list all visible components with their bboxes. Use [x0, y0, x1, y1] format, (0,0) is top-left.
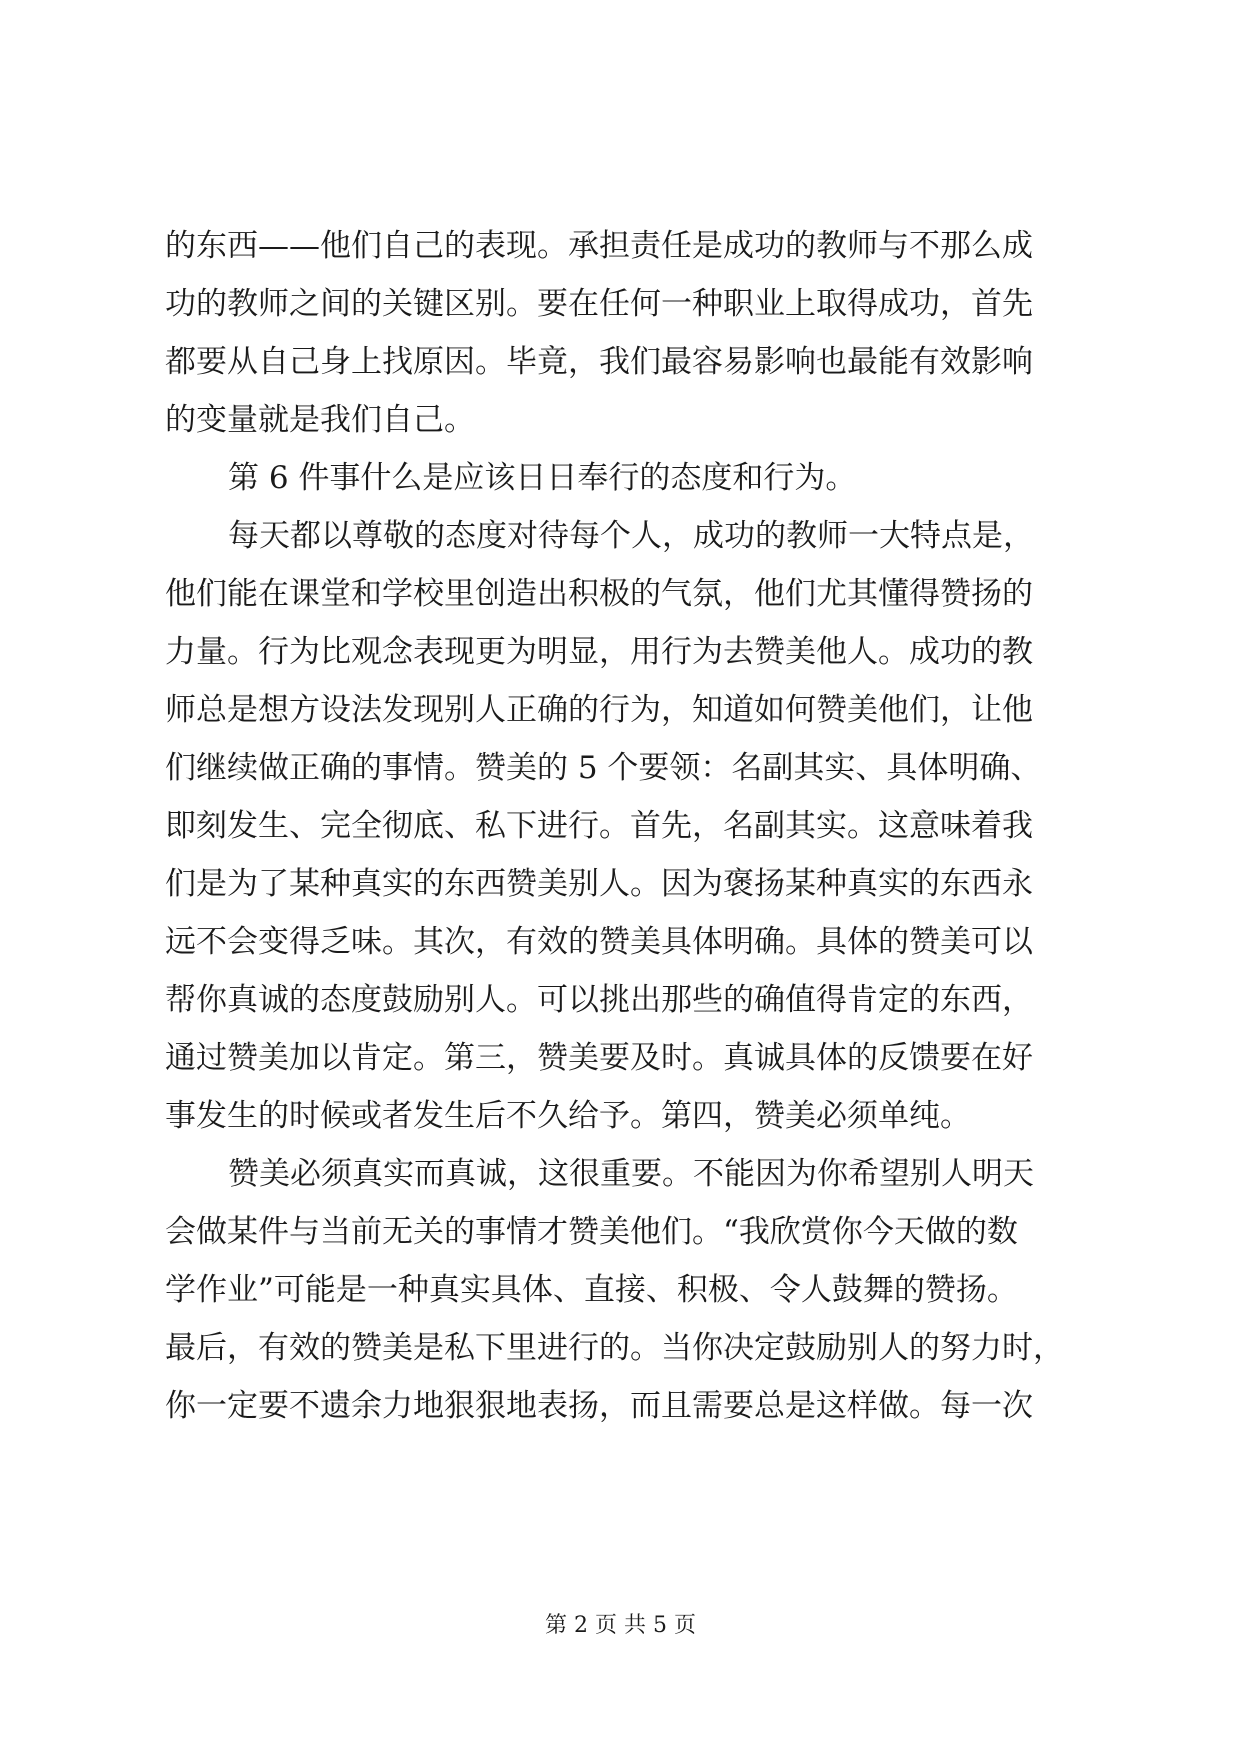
text-line-4: 的变量就是我们自己。 [165, 402, 475, 438]
text-line-14: 帮你真诚的态度鼓励别人。可以挑出那些的确值得肯定的东西， [165, 982, 1033, 1018]
text-line-15: 通过赞美加以肯定。第三，赞美要及时。真诚具体的反馈要在好 [165, 1040, 1033, 1076]
text-line-17: 赞美必须真实而真诚，这很重要。不能因为你希望别人明天 [228, 1156, 1034, 1192]
text-line-6: 每天都以尊敬的态度对待每个人，成功的教师一大特点是， [228, 518, 1034, 554]
text-line-3: 都要从自己身上找原因。毕竟，我们最容易影响也最能有效影响 [165, 344, 1033, 380]
text-line-21: 你一定要不遗余力地狠狠地表扬，而且需要总是这样做。每一次 [165, 1388, 1033, 1424]
text-line-13: 远不会变得乏味。其次，有效的赞美具体明确。具体的赞美可以 [165, 924, 1033, 960]
text-line-11: 即刻发生、完全彻底、私下进行。首先，名副其实。这意味着我 [165, 808, 1033, 844]
text-line-9: 师总是想方设法发现别人正确的行为，知道如何赞美他们，让他 [165, 692, 1033, 728]
text-line-18: 会做某件与当前无关的事情才赞美他们。“我欣赏你今天做的数 [165, 1214, 1018, 1250]
text-line-7: 他们能在课堂和学校里创造出积极的气氛，他们尤其懂得赞扬的 [165, 576, 1033, 612]
text-line-8: 力量。行为比观念表现更为明显，用行为去赞美他人。成功的教 [165, 634, 1033, 670]
text-line-12: 们是为了某种真实的东西赞美别人。因为褒扬某种真实的东西永 [165, 866, 1033, 902]
text-line-2: 功的教师之间的关键区别。要在任何一种职业上取得成功，首先 [165, 286, 1033, 322]
text-line-10: 们继续做正确的事情。赞美的 5 个要领：名副其实、具体明确、 [165, 750, 1042, 786]
text-line-16: 事发生的时候或者发生后不久给予。第四，赞美必须单纯。 [165, 1098, 971, 1134]
text-line-20: 最后，有效的赞美是私下里进行的。当你决定鼓励别人的努力时， [165, 1330, 1064, 1366]
text-line-19: 学作业”可能是一种真实具体、直接、积极、令人鼓舞的赞扬。 [165, 1272, 1018, 1308]
page-number-footer: 第 2 页 共 5 页 [545, 1613, 696, 1638]
text-line-1: 的东西——他们自己的表现。承担责任是成功的教师与不那么成 [165, 228, 1033, 264]
text-line-5: 第 6 件事什么是应该日日奉行的态度和行为。 [228, 460, 857, 496]
